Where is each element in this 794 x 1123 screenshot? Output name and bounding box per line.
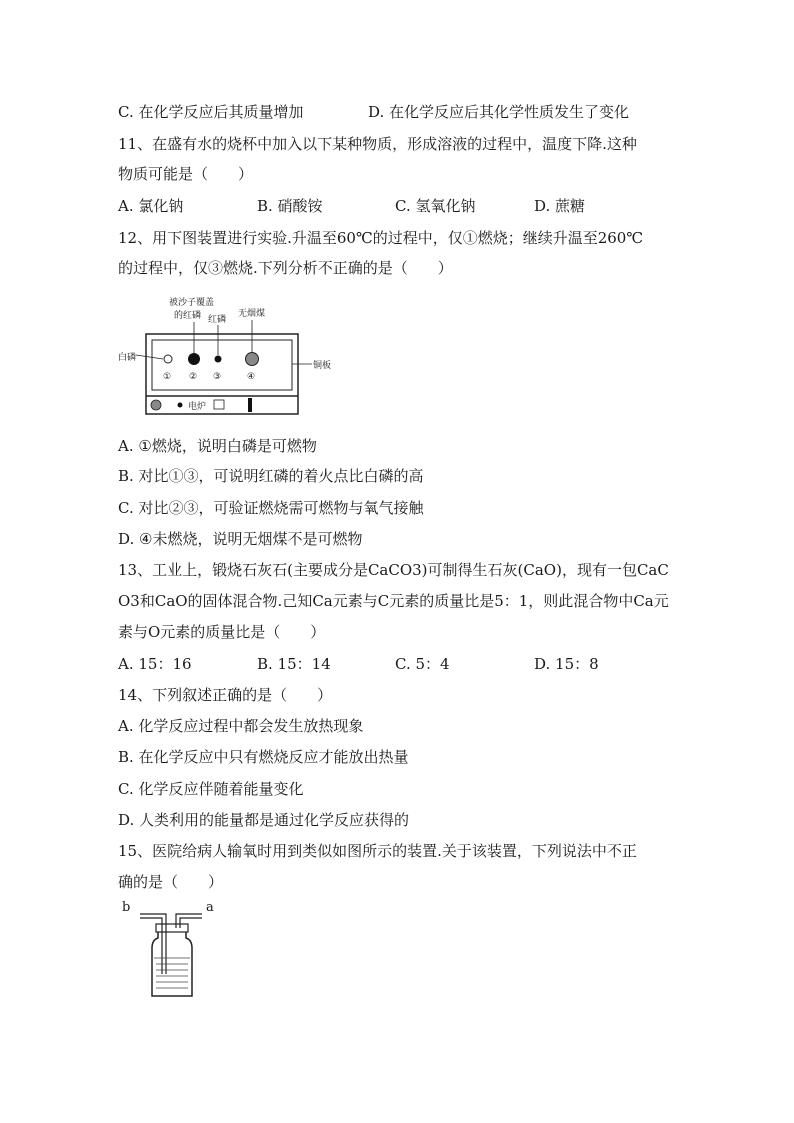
q13-option-b: B. 15：14 <box>257 655 331 673</box>
stove-switch-icon <box>214 400 224 409</box>
q13-stem-line3: 素与O元素的质量比是（ ） <box>118 623 326 641</box>
label-red-phosphorus: 红磷 <box>208 315 227 325</box>
q14-stem: 14、下列叙述正确的是（ ） <box>118 686 333 704</box>
q13-option-d: D. 15：8 <box>534 655 599 673</box>
apparatus-drawing <box>116 292 336 418</box>
q12-stem-line1: 12、用下图装置进行实验.升温至60℃的过程中，仅①燃烧；继续升温至260℃ <box>118 229 644 247</box>
label-number-3: ③ <box>213 372 222 382</box>
label-number-2: ② <box>189 372 198 382</box>
q12-option-b: B. 对比①③，可说明红磷的着火点比白磷的高 <box>118 467 424 485</box>
label-number-4: ④ <box>247 372 256 382</box>
white-p-leader <box>136 355 163 359</box>
anthracite-sample <box>246 353 259 366</box>
sand-covered-red-phosphorus-sample <box>188 353 200 365</box>
q13-stem-line2: O3和CaO的固体混合物.己知Ca元素与C元素的质量比是5：1，则此混合物中Ca元 <box>118 592 669 610</box>
q15-stem-line2: 确的是（ ） <box>118 873 224 891</box>
q10-option-c: C. 在化学反应后其质量增加 <box>118 103 304 121</box>
q13-option-c: C. 5：4 <box>395 655 450 673</box>
q11-option-d: D. 蔗糖 <box>534 197 586 215</box>
q12-stem-line2: 的过程中，仅③燃烧.下列分析不正确的是（ ） <box>118 259 453 277</box>
label-sand-covered-line1: 被沙子覆盖 <box>169 298 215 308</box>
q15-gas-bottle-figure <box>116 898 226 1002</box>
label-copper-plate: 铜板 <box>313 361 332 371</box>
q10-option-d: D. 在化学反应后其化学性质发生了变化 <box>368 103 630 121</box>
q11-option-b: B. 硝酸铵 <box>257 197 323 215</box>
stove-handle-icon <box>248 398 252 412</box>
stove-indicator-icon <box>178 403 183 408</box>
label-tube-a: a <box>206 900 214 915</box>
q14-option-b: B. 在化学反应中只有燃烧反应才能放出热量 <box>118 748 409 766</box>
q14-option-a: A. 化学反应过程中都会发生放热现象 <box>118 717 364 735</box>
q11-stem-line1: 11、在盛有水的烧杯中加入以下某种物质，形成溶液的过程中，温度下降.这种 <box>118 135 637 153</box>
q12-apparatus-figure <box>116 292 336 418</box>
q12-option-d: D. ④未燃烧，说明无烟煤不是可燃物 <box>118 530 363 548</box>
q13-option-a: A. 15：16 <box>118 655 192 673</box>
q11-option-a: A. 氯化钠 <box>118 197 184 215</box>
q15-stem-line1: 15、医院给病人输氧时用到类似如图所示的装置.关于该装置，下列说法中不正 <box>118 842 637 860</box>
label-number-1: ① <box>163 372 172 382</box>
red-phosphorus-sample <box>215 356 222 363</box>
stove-knob-icon <box>151 400 161 410</box>
white-phosphorus-sample <box>164 355 172 363</box>
q12-option-c: C. 对比②③，可验证燃烧需可燃物与氧气接触 <box>118 499 424 517</box>
label-anthracite: 无烟煤 <box>238 309 266 319</box>
label-sand-covered-line2: 的红磷 <box>174 311 202 321</box>
copper-plate <box>152 340 292 390</box>
q11-stem-line2: 物质可能是（ ） <box>118 165 254 183</box>
bottle-stopper <box>156 924 188 932</box>
q14-option-c: C. 化学反应伴随着能量变化 <box>118 780 304 798</box>
label-white-phosphorus: 白磷 <box>118 353 137 363</box>
bottle-liquid <box>154 958 190 988</box>
q12-option-a: A. ①燃烧，说明白磷是可燃物 <box>118 437 317 455</box>
label-tube-b: b <box>122 900 131 915</box>
label-electric-stove: 电炉 <box>188 402 207 412</box>
q13-stem-line1: 13、工业上，锻烧石灰石(主要成分是CaCO3)可制得生石灰(CaO)，现有一包CaC <box>118 561 669 579</box>
q14-option-d: D. 人类利用的能量都是通过化学反应获得的 <box>118 811 410 829</box>
q11-option-c: C. 氢氧化钠 <box>395 197 476 215</box>
